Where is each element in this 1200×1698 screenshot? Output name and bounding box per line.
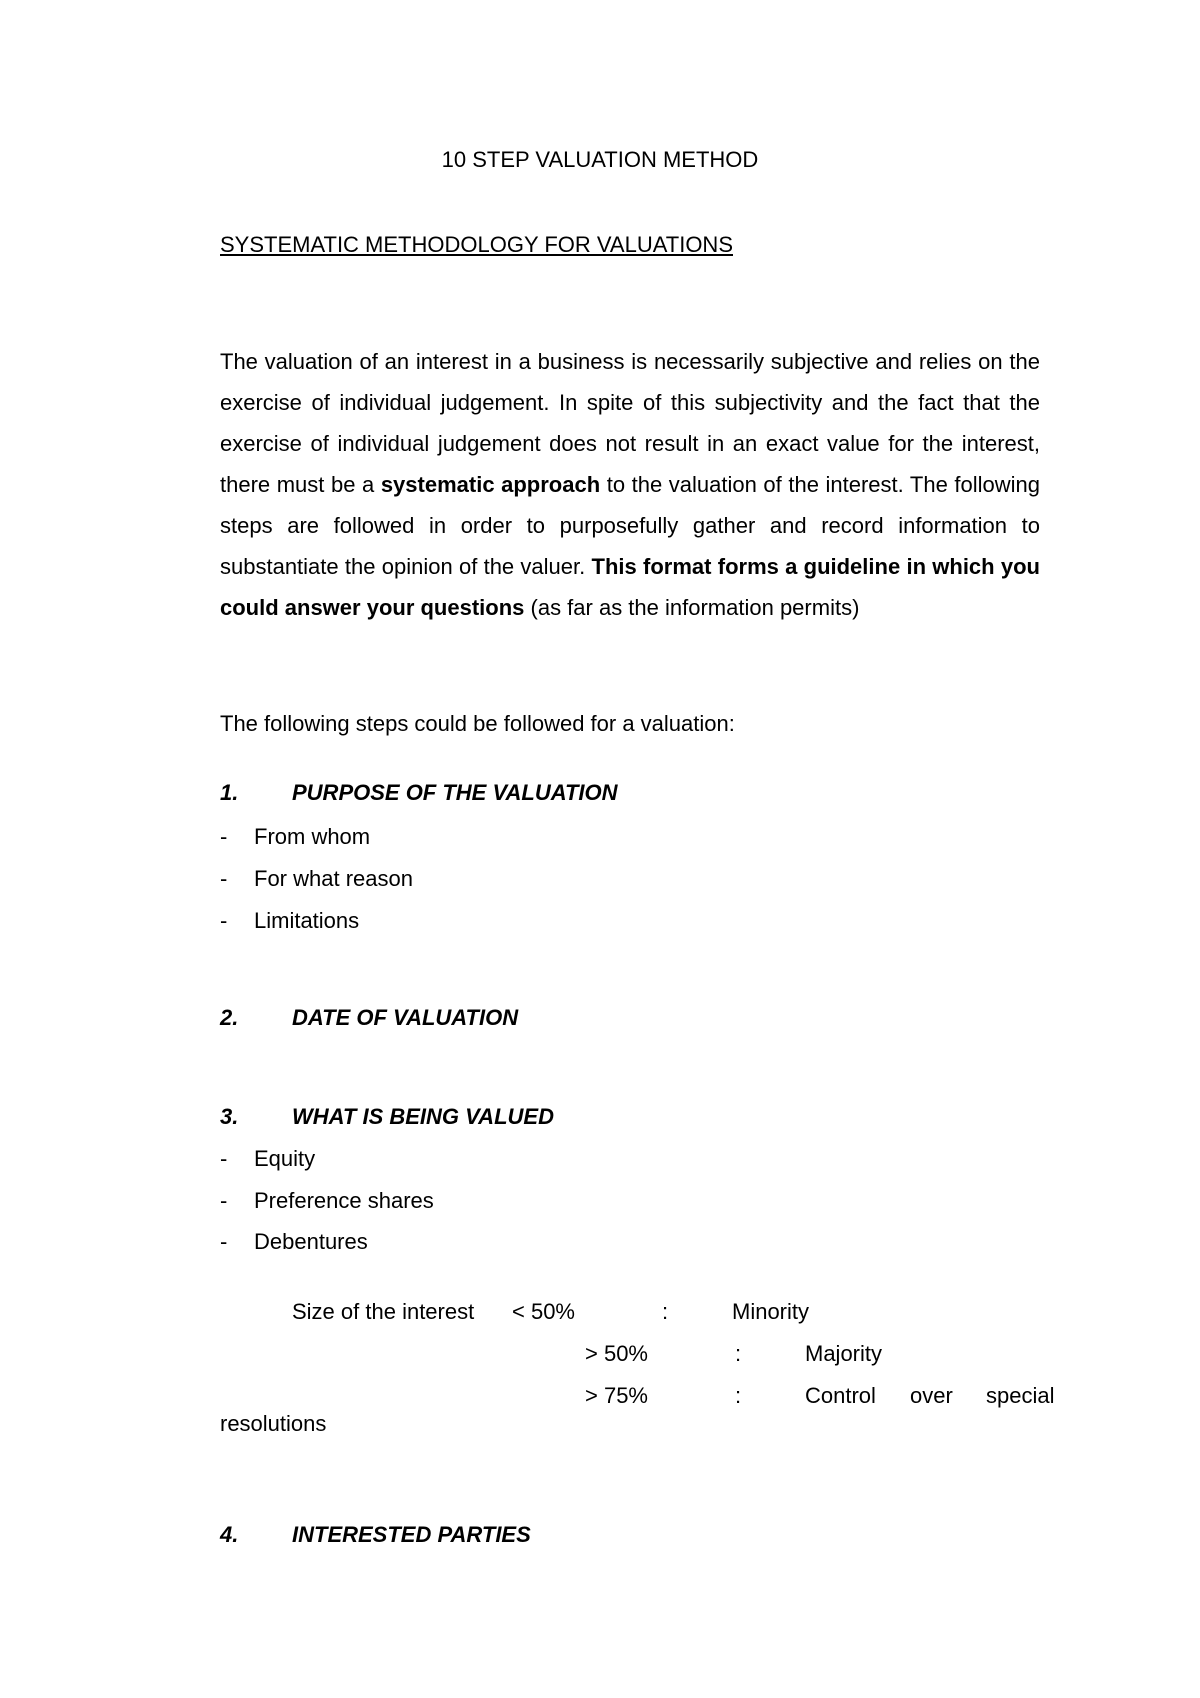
bullet-text: Debentures bbox=[254, 1229, 368, 1254]
bullet-text: From whom bbox=[254, 824, 371, 849]
step-title: DATE OF VALUATION bbox=[292, 1005, 519, 1030]
bullet-text: For what reason bbox=[254, 866, 413, 891]
interest-separator: : bbox=[735, 1341, 742, 1366]
paragraph-bold-text: This format forms a guideline in which you could answer your questions bbox=[220, 554, 1040, 620]
document-title: 10 STEP VALUATION METHOD bbox=[441, 147, 759, 172]
interest-meaning-word: over bbox=[910, 1383, 953, 1408]
steps-intro-line: The following steps could be followed for a valuation: bbox=[220, 711, 735, 736]
step-number: 3. bbox=[220, 1104, 239, 1129]
step-number: 4. bbox=[220, 1522, 239, 1547]
bullet-text: Preference shares bbox=[254, 1188, 434, 1213]
step-title: WHAT IS BEING VALUED bbox=[292, 1104, 554, 1129]
step-number: 1. bbox=[220, 780, 239, 805]
interest-threshold: > 75% bbox=[585, 1383, 648, 1408]
document-subtitle: SYSTEMATIC METHODOLOGY FOR VALUATIONS bbox=[220, 232, 733, 257]
interest-meaning: Majority bbox=[805, 1341, 883, 1366]
paragraph-text: to the valuation of the interest. The following steps are followed in order to purposefully gather and record information to substantiate the opinion of the valuer. bbox=[220, 472, 1041, 579]
interest-size-label: Size of the interest bbox=[292, 1299, 475, 1324]
paragraph-text: (as far as the information permits) bbox=[524, 595, 860, 620]
bullet-text: Equity bbox=[254, 1146, 316, 1171]
interest-separator: : bbox=[735, 1383, 742, 1408]
interest-threshold: > 50% bbox=[585, 1341, 648, 1366]
bullet-text: Limitations bbox=[254, 908, 360, 933]
step-title: PURPOSE OF THE VALUATION bbox=[292, 780, 618, 805]
paragraph-bold-text: systematic approach bbox=[380, 472, 601, 497]
bullet-dash: - bbox=[220, 1146, 228, 1171]
interest-meaning: Minority bbox=[732, 1299, 810, 1324]
step-title: INTERESTED PARTIES bbox=[292, 1522, 531, 1547]
bullet-dash: - bbox=[220, 1229, 228, 1254]
bullet-dash: - bbox=[220, 866, 228, 891]
interest-meaning-word: special bbox=[986, 1383, 1055, 1408]
bullet-dash: - bbox=[220, 824, 228, 849]
interest-separator: : bbox=[662, 1299, 669, 1324]
interest-meaning-continuation: resolutions bbox=[220, 1411, 327, 1436]
intro-paragraph bbox=[220, 341, 1040, 628]
step-number: 2. bbox=[220, 1005, 239, 1030]
interest-meaning-word: Control bbox=[805, 1383, 876, 1408]
bullet-dash: - bbox=[220, 1188, 228, 1213]
bullet-dash: - bbox=[220, 908, 228, 933]
interest-threshold: < 50% bbox=[512, 1299, 575, 1324]
paragraph-text: The valuation of an interest in a business is necessarily subjective and relies on the exercise of individual judgement. In spite of this subjectivity and the fact that the exercise of individual judgement does not result in an exact value for the interest, there must be a bbox=[220, 349, 1040, 497]
